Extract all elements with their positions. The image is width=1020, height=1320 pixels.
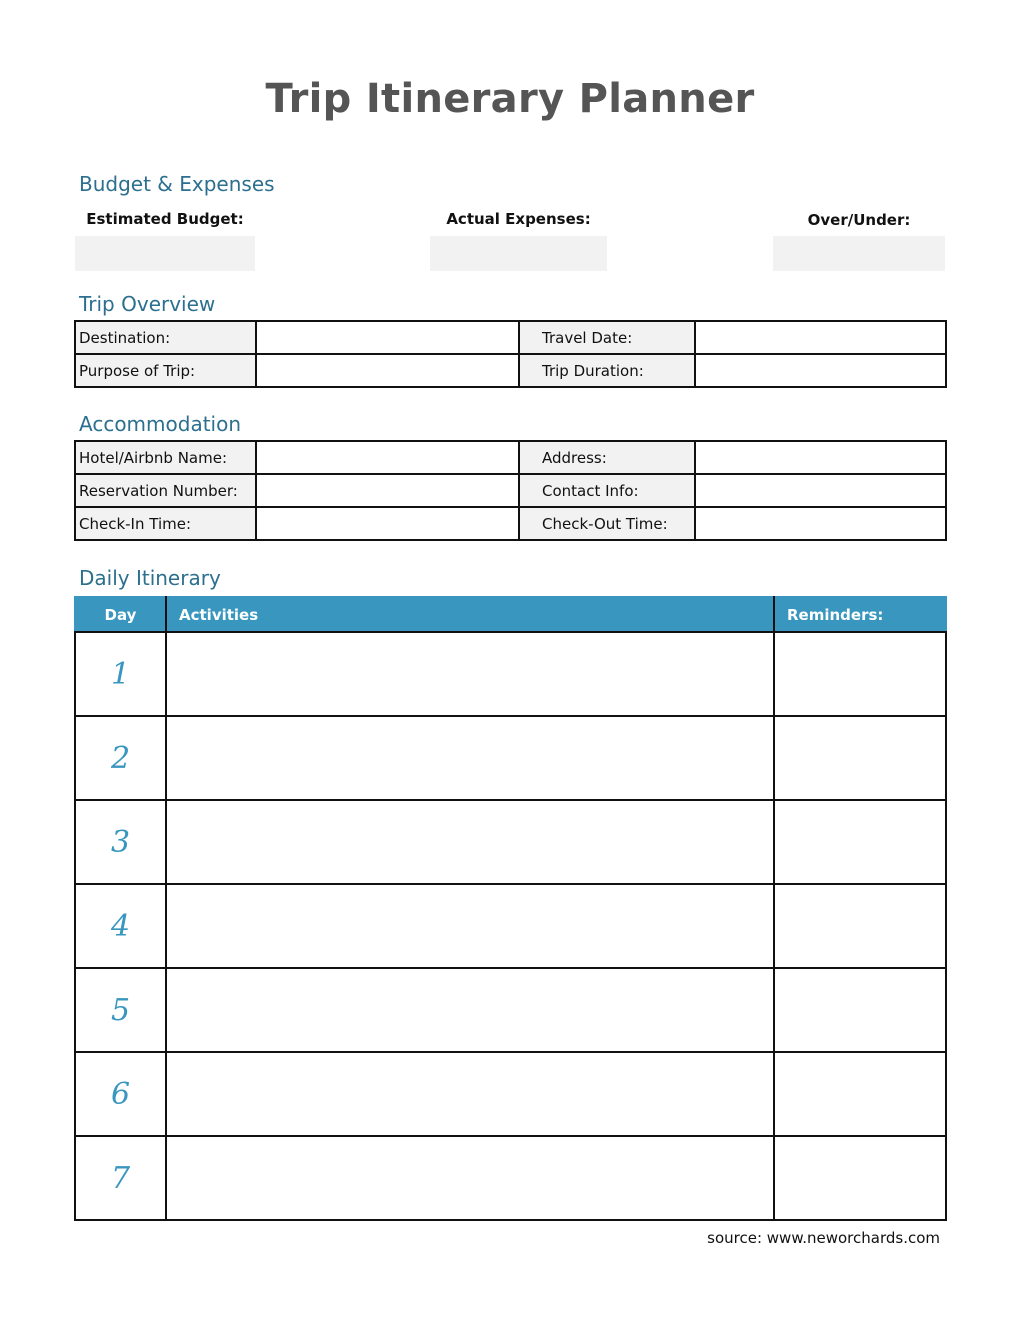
day-number: 7 [75, 1136, 166, 1220]
table-row [75, 632, 946, 716]
check-in-field[interactable] [256, 507, 519, 540]
day-number: 2 [75, 716, 166, 800]
reminders-field[interactable] [774, 632, 946, 716]
estimated-budget-label: Estimated Budget: [86, 210, 244, 228]
page-title: Trip Itinerary Planner [265, 76, 755, 122]
table-row [75, 800, 946, 884]
address-label: Address: [519, 441, 695, 474]
travel-date-field[interactable] [695, 321, 946, 354]
activities-column-header: Activities [166, 597, 774, 632]
day-number: 4 [75, 884, 166, 968]
estimated-budget-field[interactable] [75, 236, 255, 271]
contact-info-label: Contact Info: [519, 474, 695, 507]
reminders-column-header: Reminders: [774, 597, 946, 632]
purpose-label: Purpose of Trip: [75, 354, 256, 387]
check-in-label: Check-In Time: [75, 507, 256, 540]
activities-field[interactable] [166, 884, 774, 968]
activities-field[interactable] [166, 1052, 774, 1136]
destination-field[interactable] [256, 321, 519, 354]
table-row [75, 884, 946, 968]
destination-label: Destination: [75, 321, 256, 354]
address-field[interactable] [695, 441, 946, 474]
day-number: 3 [75, 800, 166, 884]
trip-overview-table [74, 320, 947, 388]
activities-field[interactable] [166, 800, 774, 884]
table-row [75, 441, 946, 474]
table-row [75, 474, 946, 507]
activities-field[interactable] [166, 1136, 774, 1220]
reminders-field[interactable] [774, 884, 946, 968]
daily-itinerary-table [74, 596, 947, 1221]
table-row [75, 716, 946, 800]
source-note: source: www.neworchards.com [707, 1229, 940, 1247]
check-out-field[interactable] [695, 507, 946, 540]
table-row [75, 1136, 946, 1220]
reminders-field[interactable] [774, 1052, 946, 1136]
trip-overview-heading: Trip Overview [79, 292, 216, 316]
actual-expenses-field[interactable] [430, 236, 607, 271]
contact-info-field[interactable] [695, 474, 946, 507]
reservation-number-label: Reservation Number: [75, 474, 256, 507]
daily-itinerary-heading: Daily Itinerary [79, 566, 221, 590]
itinerary-header-row [75, 597, 946, 632]
reminders-field[interactable] [774, 1136, 946, 1220]
purpose-field[interactable] [256, 354, 519, 387]
activities-field[interactable] [166, 716, 774, 800]
over-under-field[interactable] [773, 236, 945, 271]
table-row [75, 1052, 946, 1136]
trip-duration-label: Trip Duration: [519, 354, 695, 387]
activities-field[interactable] [166, 632, 774, 716]
accommodation-heading: Accommodation [79, 412, 242, 436]
actual-expenses-label: Actual Expenses: [446, 210, 591, 228]
activities-field[interactable] [166, 968, 774, 1052]
day-column-header: Day [75, 597, 166, 632]
table-row [75, 321, 946, 354]
table-row [75, 354, 946, 387]
day-number: 6 [75, 1052, 166, 1136]
hotel-name-field[interactable] [256, 441, 519, 474]
budget-heading: Budget & Expenses [79, 172, 275, 196]
trip-duration-field[interactable] [695, 354, 946, 387]
reminders-field[interactable] [774, 800, 946, 884]
day-number: 1 [75, 632, 166, 716]
table-row [75, 968, 946, 1052]
over-under-label: Over/Under: [807, 211, 911, 229]
check-out-label: Check-Out Time: [519, 507, 695, 540]
accommodation-table [74, 440, 947, 541]
reservation-number-field[interactable] [256, 474, 519, 507]
hotel-name-label: Hotel/Airbnb Name: [75, 441, 256, 474]
reminders-field[interactable] [774, 716, 946, 800]
travel-date-label: Travel Date: [519, 321, 695, 354]
reminders-field[interactable] [774, 968, 946, 1052]
table-row [75, 507, 946, 540]
day-number: 5 [75, 968, 166, 1052]
